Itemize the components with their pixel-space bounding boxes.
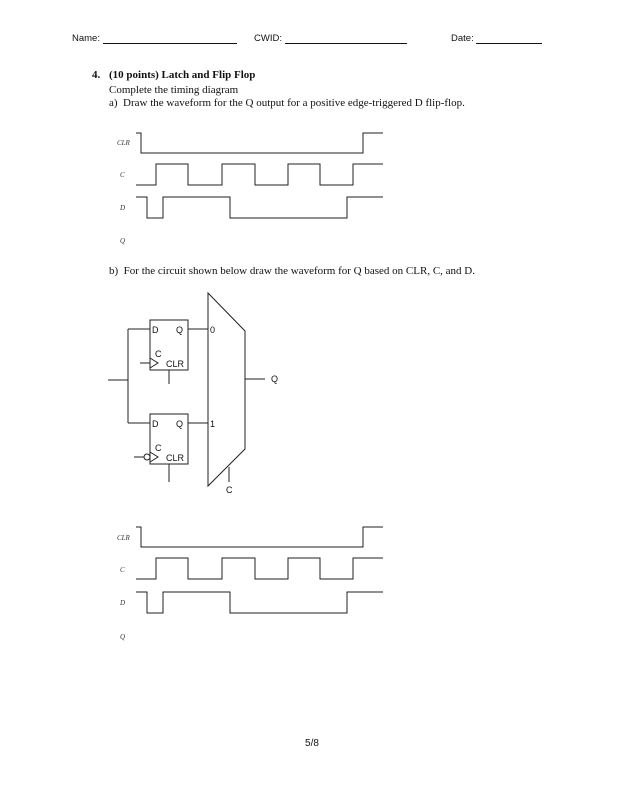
part-a-text: a) Draw the waveform for the Q output for a positive edge-triggered D flip-flop. bbox=[109, 97, 465, 109]
c-waveform-b bbox=[136, 558, 383, 579]
ff-bottom-c-label: C bbox=[155, 443, 162, 453]
ff-bottom-clr-label: CLR bbox=[166, 453, 185, 463]
question-number: 4. bbox=[92, 69, 101, 81]
clock-triangle-bottom bbox=[150, 452, 158, 462]
mux-select-label: C bbox=[226, 485, 233, 495]
mux-input-1-label: 1 bbox=[210, 419, 216, 429]
circuit-diagram bbox=[108, 293, 278, 495]
clr-waveform bbox=[136, 133, 383, 153]
clock-triangle-top bbox=[150, 358, 158, 368]
signal-label-clr-b: CLR bbox=[117, 534, 130, 542]
name-label: Name: bbox=[72, 33, 100, 44]
ff-top-clr-label: CLR bbox=[166, 359, 185, 369]
clr-waveform-b bbox=[136, 527, 383, 547]
ff-top-q-label: Q bbox=[176, 325, 184, 335]
output-q-label: Q bbox=[271, 374, 279, 384]
timing-diagram-a bbox=[117, 133, 383, 245]
signal-label-d-b: D bbox=[120, 599, 126, 607]
signal-label-d: D bbox=[120, 204, 126, 212]
signal-label-c-b: C bbox=[120, 566, 125, 574]
multiplexer bbox=[208, 293, 245, 486]
d-waveform bbox=[136, 197, 383, 218]
clock-inverter-bubble bbox=[144, 454, 150, 460]
signal-label-clr: CLR bbox=[117, 139, 130, 147]
cwid-label: CWID: bbox=[254, 33, 282, 44]
signal-label-c: C bbox=[120, 171, 125, 179]
page-number: 5/8 bbox=[305, 738, 319, 749]
date-label: Date: bbox=[451, 33, 474, 44]
ff-top-c-label: C bbox=[155, 349, 162, 359]
d-waveform-b bbox=[136, 592, 383, 613]
c-waveform bbox=[136, 164, 383, 185]
question-title: (10 points) Latch and Flip Flop bbox=[109, 69, 256, 81]
signal-label-q-b: Q bbox=[120, 633, 126, 641]
ff-bottom-q-label: Q bbox=[176, 419, 184, 429]
question-instruction: Complete the timing diagram bbox=[109, 84, 239, 96]
ff-top-d-label: D bbox=[152, 325, 159, 335]
signal-label-q: Q bbox=[120, 237, 126, 245]
ff-bottom-d-label: D bbox=[152, 419, 159, 429]
part-b-text: b) For the circuit shown below draw the waveform for Q based on CLR, C, and D. bbox=[109, 265, 475, 277]
mux-input-0-label: 0 bbox=[210, 325, 216, 335]
timing-diagram-b bbox=[117, 527, 383, 641]
